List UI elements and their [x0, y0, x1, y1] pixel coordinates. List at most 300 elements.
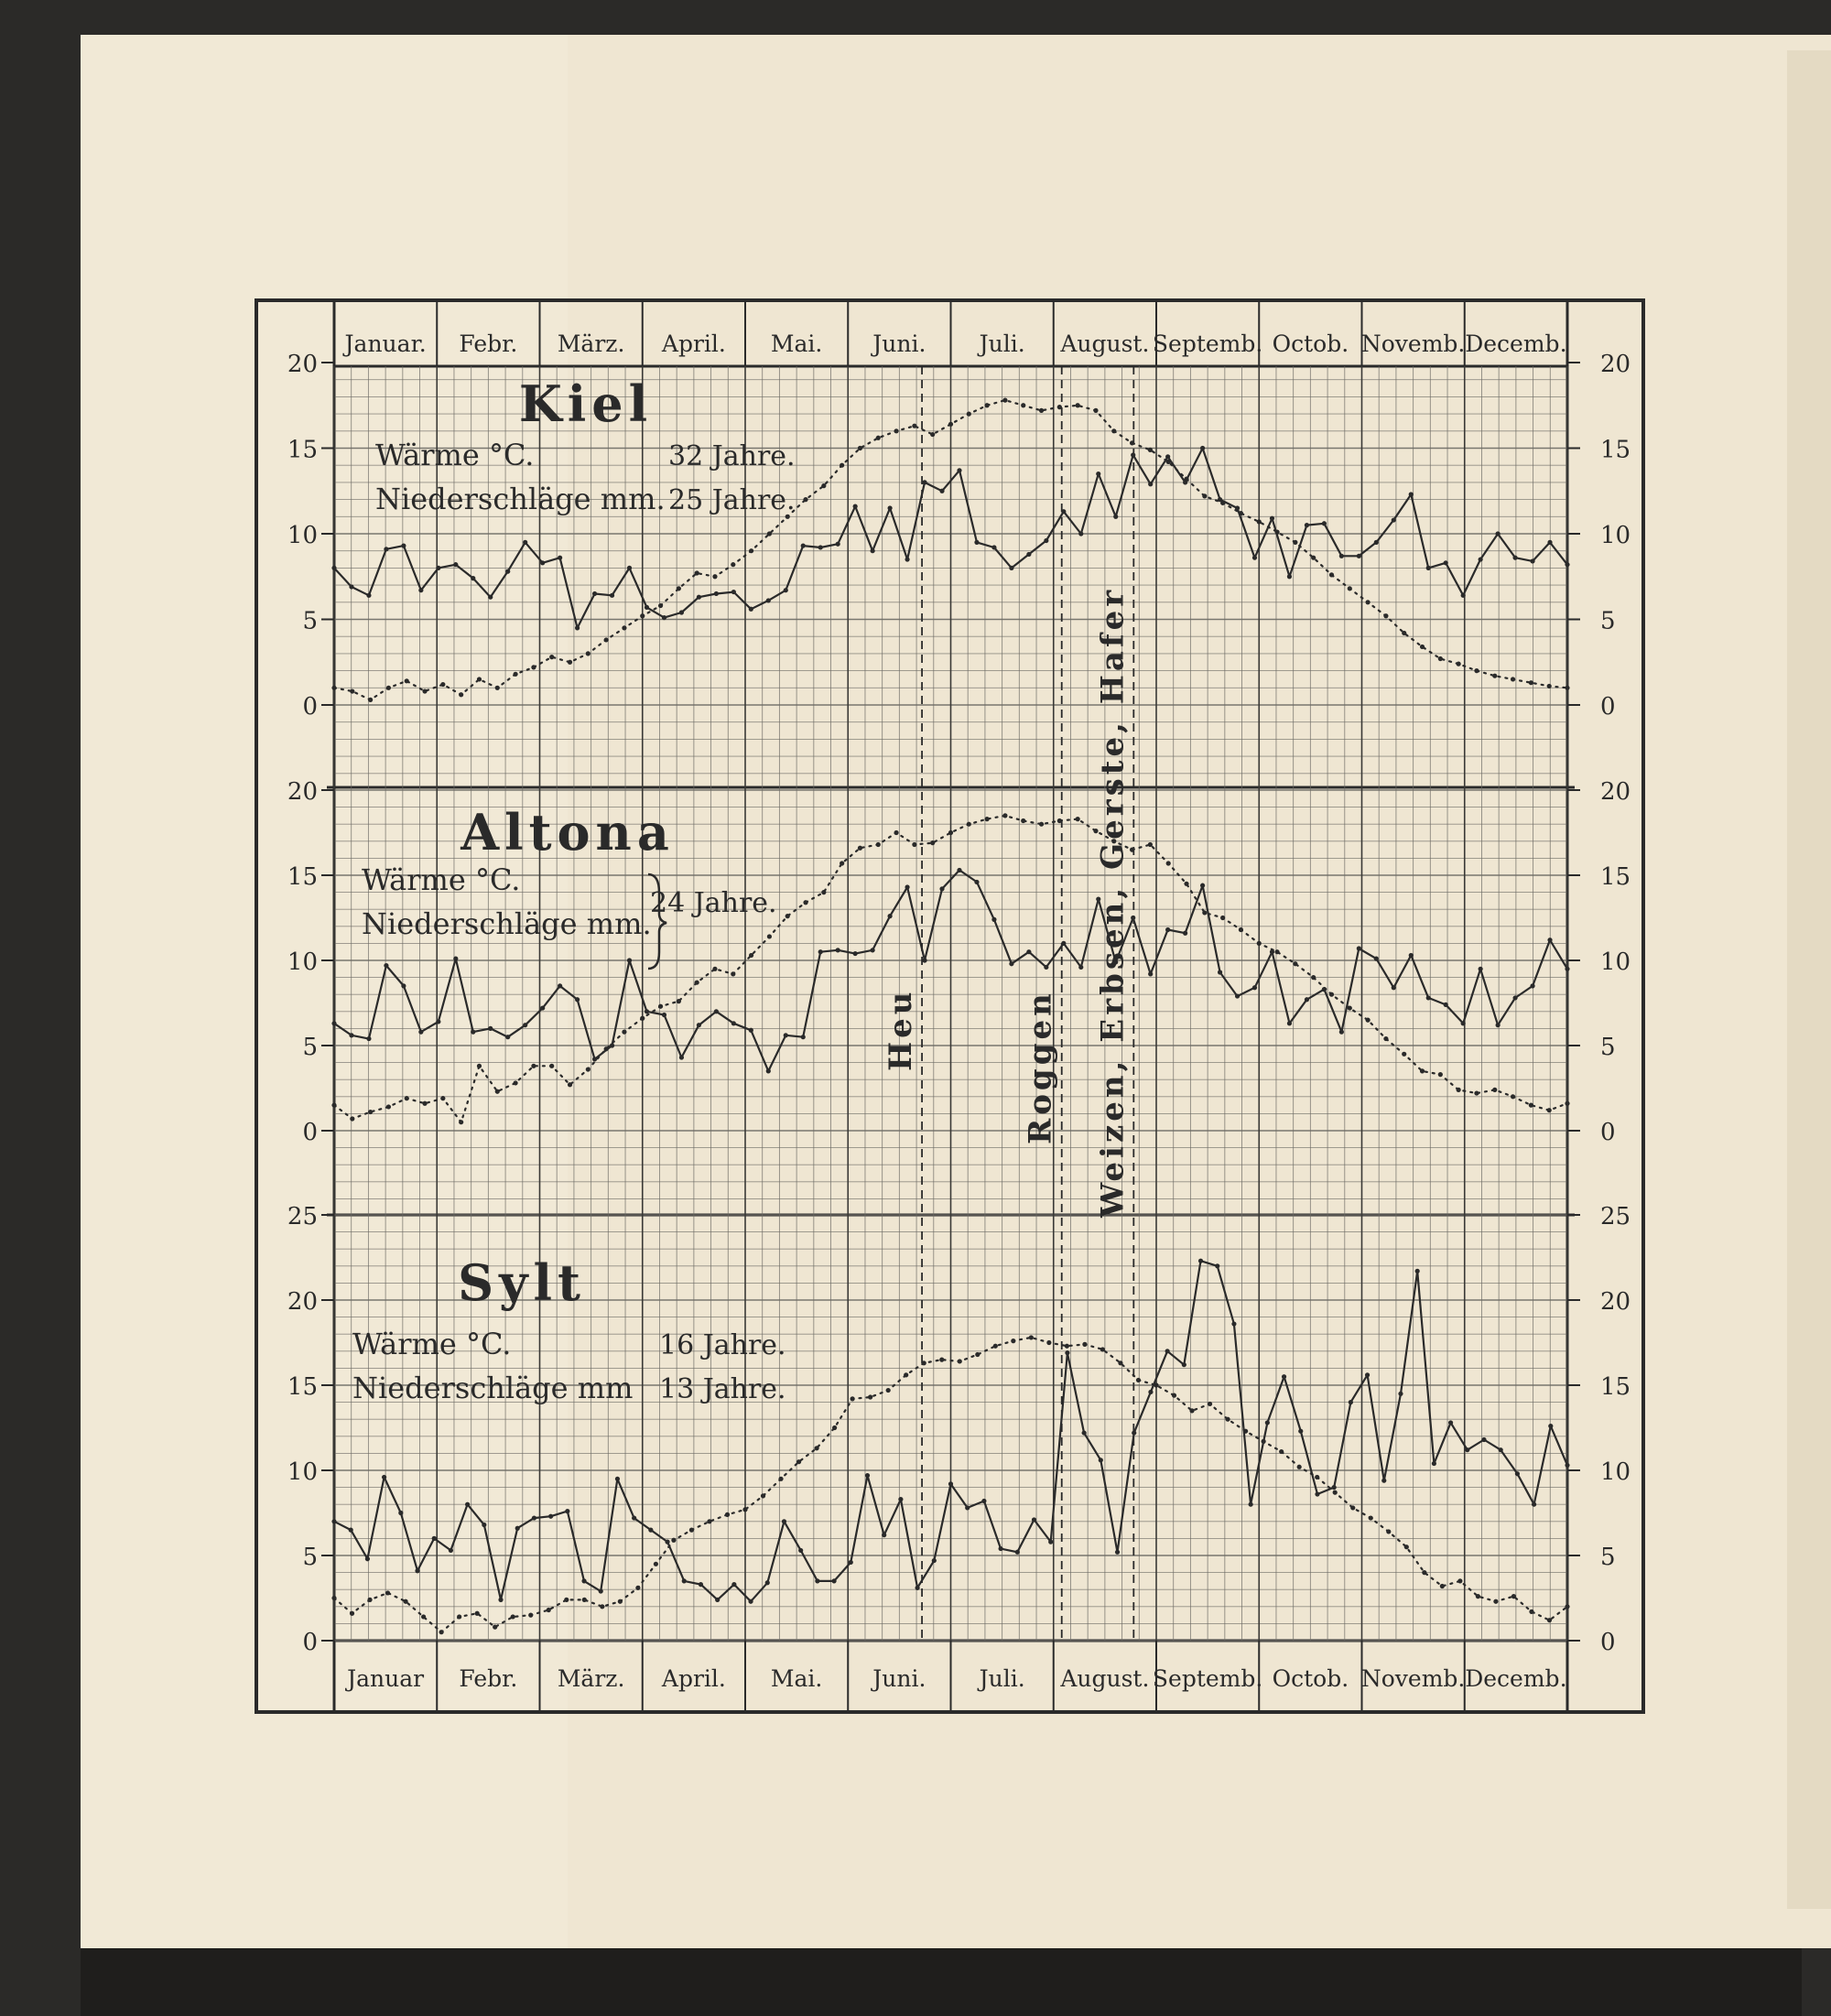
month-label-top: Novemb. — [1360, 331, 1466, 357]
tick-right-kiel: 5 — [1600, 607, 1616, 635]
precipitation-point-kiel — [1235, 505, 1240, 510]
temperature-point-sylt — [939, 1358, 944, 1362]
precipitation-point-kiel — [836, 542, 840, 547]
panel-title-kiel: Kiel — [518, 374, 654, 433]
precipitation-point-kiel — [1392, 517, 1396, 522]
precipitation-point-sylt — [498, 1598, 503, 1602]
precipitation-point-kiel — [1131, 452, 1135, 457]
temperature-point-sylt — [511, 1614, 515, 1619]
temperature-point-sylt — [1225, 1417, 1230, 1422]
temperature-point-kiel — [1130, 440, 1134, 445]
temperature-point-sylt — [1547, 1618, 1552, 1622]
precipitation-point-altona — [1530, 983, 1534, 988]
precipitation-point-altona — [1322, 987, 1327, 992]
temperature-point-sylt — [1065, 1344, 1069, 1349]
month-label-top: Febr. — [459, 331, 518, 357]
precipitation-point-sylt — [831, 1578, 836, 1583]
legend-years-temp-sylt: 16 Jahre. — [659, 1329, 786, 1361]
legend-precip-altona: Niederschläge mm. — [362, 906, 652, 941]
precipitation-point-altona — [1165, 927, 1170, 932]
precipitation-point-altona — [1061, 941, 1066, 946]
temperature-point-sylt — [814, 1446, 818, 1450]
temperature-point-sylt — [1511, 1594, 1516, 1599]
temperature-point-sylt — [832, 1425, 837, 1430]
temperature-point-altona — [731, 971, 735, 976]
month-label-bottom: August. — [1060, 1665, 1150, 1692]
temperature-point-kiel — [894, 428, 898, 433]
tick-right-altona: 20 — [1600, 778, 1631, 806]
temperature-point-sylt — [618, 1599, 623, 1604]
precipitation-point-altona — [523, 1023, 527, 1027]
month-label-bottom: April. — [661, 1665, 726, 1692]
precipitation-point-kiel — [1078, 531, 1083, 536]
precipitation-point-kiel — [575, 625, 580, 630]
temperature-point-kiel — [1457, 662, 1461, 667]
temperature-point-kiel — [440, 682, 445, 687]
precipitation-point-kiel — [922, 480, 926, 484]
tick-left-sylt: 5 — [302, 1544, 318, 1571]
temperature-point-altona — [1529, 1103, 1533, 1108]
temperature-point-kiel — [1021, 403, 1025, 407]
tick-right-altona: 0 — [1600, 1119, 1616, 1146]
temperature-point-sylt — [528, 1613, 533, 1618]
precipitation-point-altona — [974, 880, 979, 884]
temperature-point-kiel — [405, 678, 409, 683]
temperature-point-sylt — [707, 1519, 711, 1523]
precipitation-point-sylt — [482, 1523, 486, 1527]
month-label-top: März. — [557, 331, 625, 357]
temperature-point-kiel — [604, 637, 609, 642]
temperature-point-altona — [1547, 1108, 1552, 1112]
precipitation-point-altona — [749, 1028, 753, 1033]
precipitation-point-altona — [905, 884, 909, 889]
temperature-point-altona — [967, 822, 971, 827]
precipitation-point-kiel — [1287, 574, 1292, 579]
precipitation-point-altona — [991, 917, 996, 922]
precipitation-point-sylt — [1465, 1447, 1469, 1452]
temperature-point-kiel — [422, 688, 427, 693]
precipitation-point-kiel — [1183, 480, 1187, 484]
precipitation-point-sylt — [432, 1536, 437, 1541]
precipitation-point-sylt — [1415, 1269, 1420, 1274]
month-label-top: Mai. — [770, 331, 823, 357]
temperature-point-altona — [1420, 1068, 1425, 1073]
precipitation-point-sylt — [1532, 1502, 1536, 1507]
precipitation-point-altona — [592, 1057, 597, 1061]
temperature-point-sylt — [1082, 1342, 1087, 1347]
temperature-point-altona — [858, 846, 862, 851]
precipitation-point-sylt — [465, 1502, 470, 1507]
tick-left-altona: 0 — [302, 1119, 318, 1146]
precipitation-point-altona — [575, 997, 580, 1002]
precipitation-point-kiel — [349, 584, 353, 589]
precipitation-point-kiel — [1444, 560, 1448, 565]
precipitation-point-sylt — [882, 1533, 886, 1537]
temperature-point-altona — [1474, 1090, 1479, 1095]
precipitation-point-altona — [1496, 1023, 1501, 1027]
tick-left-sylt: 25 — [287, 1203, 318, 1230]
temperature-point-sylt — [850, 1396, 855, 1401]
precipitation-point-sylt — [798, 1548, 803, 1553]
precipitation-point-kiel — [401, 543, 406, 547]
temperature-point-kiel — [749, 548, 753, 553]
precipitation-point-altona — [1026, 949, 1031, 954]
temperature-point-altona — [1438, 1072, 1443, 1077]
precipitation-point-kiel — [1252, 556, 1257, 560]
tick-right-sylt: 0 — [1600, 1629, 1616, 1656]
month-label-top: Decemb. — [1465, 331, 1567, 357]
precipitation-point-kiel — [974, 540, 979, 545]
panel-title-altona: Altona — [460, 803, 675, 862]
tick-left-altona: 15 — [287, 863, 318, 891]
precipitation-point-altona — [784, 1033, 788, 1037]
temperature-point-altona — [712, 967, 717, 971]
month-label-bottom: Novemb. — [1360, 1665, 1466, 1692]
temperature-point-kiel — [658, 603, 663, 608]
precipitation-point-sylt — [849, 1560, 853, 1565]
precipitation-point-kiel — [1479, 557, 1483, 561]
temperature-point-sylt — [904, 1372, 908, 1377]
month-label-bottom: Octob. — [1272, 1665, 1349, 1692]
temperature-point-altona — [549, 1064, 554, 1068]
precipitation-point-sylt — [515, 1526, 520, 1531]
precipitation-point-altona — [1009, 961, 1013, 966]
temperature-point-sylt — [742, 1507, 747, 1512]
month-label-bottom: März. — [557, 1665, 625, 1692]
temperature-point-kiel — [459, 692, 463, 697]
precipitation-point-altona — [488, 1026, 493, 1031]
precipitation-point-sylt — [415, 1568, 419, 1573]
temperature-point-sylt — [1136, 1378, 1141, 1382]
precipitation-point-sylt — [449, 1548, 453, 1553]
precipitation-point-sylt — [331, 1519, 336, 1523]
precipitation-point-altona — [801, 1035, 806, 1039]
precipitation-point-sylt — [699, 1582, 703, 1587]
precipitation-point-altona — [331, 1021, 336, 1025]
precipitation-point-sylt — [1249, 1502, 1253, 1507]
temperature-point-altona — [1274, 949, 1279, 954]
panel-title-sylt: Sylt — [458, 1253, 586, 1312]
tick-left-altona: 5 — [302, 1034, 318, 1061]
precipitation-point-sylt — [1165, 1349, 1170, 1353]
temperature-point-sylt — [868, 1394, 872, 1399]
temperature-point-kiel — [513, 672, 517, 677]
temperature-point-sylt — [796, 1459, 801, 1464]
temperature-point-altona — [658, 1004, 663, 1009]
temperature-point-sylt — [1315, 1475, 1319, 1479]
temperature-point-sylt — [350, 1611, 354, 1616]
precipitation-point-kiel — [749, 607, 753, 612]
precipitation-point-kiel — [1496, 531, 1501, 536]
temperature-point-sylt — [385, 1590, 390, 1595]
temperature-point-kiel — [912, 424, 916, 428]
temperature-point-sylt — [1118, 1360, 1122, 1365]
precipitation-point-kiel — [1374, 540, 1379, 545]
temperature-point-kiel — [477, 677, 482, 681]
precipitation-point-kiel — [505, 569, 510, 574]
precipitation-point-altona — [1078, 965, 1083, 970]
precipitation-point-kiel — [436, 566, 440, 570]
temperature-point-kiel — [1111, 428, 1116, 433]
precipitation-point-sylt — [748, 1599, 753, 1604]
precipitation-point-kiel — [1530, 558, 1534, 563]
precipitation-point-sylt — [615, 1477, 620, 1481]
precipitation-point-altona — [957, 868, 961, 873]
temperature-point-kiel — [622, 625, 626, 630]
precipitation-point-altona — [558, 983, 562, 988]
month-label-top: April. — [661, 331, 726, 357]
precipitation-point-kiel — [384, 547, 388, 551]
temperature-point-kiel — [712, 574, 717, 579]
precipitation-point-sylt — [915, 1586, 919, 1590]
precipitation-point-sylt — [1381, 1479, 1386, 1483]
legend-years-temp-altona: 24 Jahre. — [650, 887, 777, 919]
temperature-point-kiel — [1348, 586, 1352, 591]
tick-right-altona: 15 — [1600, 863, 1631, 891]
precipitation-point-altona — [1444, 1003, 1448, 1007]
temperature-point-altona — [930, 840, 935, 845]
month-label-bottom: Febr. — [459, 1665, 518, 1692]
precipitation-point-sylt — [1282, 1374, 1286, 1379]
precipitation-point-kiel — [1339, 554, 1344, 558]
precipitation-point-kiel — [1305, 523, 1309, 527]
precipitation-point-kiel — [957, 468, 961, 472]
precipitation-point-kiel — [453, 562, 458, 567]
temperature-point-altona — [1293, 961, 1297, 966]
precipitation-point-altona — [1461, 1021, 1466, 1025]
precipitation-point-sylt — [1115, 1550, 1120, 1555]
precipitation-point-sylt — [382, 1475, 386, 1479]
temperature-point-sylt — [1333, 1490, 1338, 1495]
temperature-point-altona — [1239, 927, 1243, 932]
precipitation-point-altona — [349, 1033, 353, 1037]
precipitation-point-kiel — [784, 588, 788, 592]
precipitation-point-sylt — [682, 1578, 687, 1583]
legend-years-precip-kiel: 25 Jahre. — [668, 484, 796, 516]
precipitation-point-altona — [1512, 995, 1517, 1000]
temperature-point-kiel — [1402, 631, 1406, 635]
temperature-point-sylt — [1529, 1610, 1533, 1614]
temperature-point-altona — [531, 1064, 536, 1068]
temperature-point-sylt — [654, 1562, 658, 1566]
temperature-point-altona — [821, 890, 826, 894]
precipitation-point-kiel — [471, 576, 475, 580]
temperature-point-kiel — [586, 651, 590, 656]
temperature-point-sylt — [778, 1477, 783, 1481]
temperature-point-altona — [422, 1101, 427, 1106]
precipitation-point-sylt — [532, 1515, 536, 1520]
precipitation-point-sylt — [565, 1509, 569, 1513]
month-label-bottom: Juli. — [979, 1665, 1025, 1692]
precipitation-point-altona — [887, 914, 892, 918]
precipitation-point-kiel — [366, 593, 371, 598]
precipitation-point-sylt — [932, 1558, 937, 1563]
temperature-point-altona — [568, 1082, 572, 1087]
precipitation-point-sylt — [1148, 1390, 1153, 1394]
temperature-point-altona — [1021, 818, 1025, 823]
temperature-point-sylt — [1386, 1529, 1391, 1534]
temperature-point-altona — [840, 861, 844, 865]
precipitation-point-kiel — [1426, 566, 1431, 570]
precipitation-point-kiel — [1061, 509, 1066, 514]
precipitation-point-altona — [922, 958, 926, 962]
precipitation-point-altona — [853, 951, 858, 956]
precipitation-point-sylt — [898, 1497, 903, 1501]
precipitation-point-kiel — [1409, 492, 1414, 496]
precipitation-point-kiel — [1461, 593, 1466, 598]
tick-left-kiel: 5 — [302, 607, 318, 635]
temperature-point-kiel — [1076, 403, 1080, 407]
temperature-point-altona — [1565, 1101, 1569, 1106]
precipitation-point-sylt — [1231, 1321, 1236, 1326]
precipitation-point-altona — [871, 948, 875, 952]
precipitation-point-altona — [1409, 953, 1414, 958]
precipitation-point-sylt — [1332, 1485, 1337, 1490]
temperature-point-sylt — [547, 1608, 551, 1612]
temperature-point-altona — [749, 953, 753, 958]
precipitation-point-altona — [471, 1030, 475, 1035]
precipitation-point-altona — [1148, 971, 1153, 976]
temperature-point-sylt — [1440, 1584, 1445, 1588]
precipitation-point-altona — [766, 1068, 771, 1073]
tick-left-altona: 20 — [287, 778, 318, 806]
precipitation-point-kiel — [488, 595, 493, 600]
precipitation-point-sylt — [1182, 1362, 1186, 1367]
temperature-point-sylt — [993, 1344, 998, 1349]
precipitation-point-kiel — [1096, 471, 1100, 476]
precipitation-point-sylt — [599, 1588, 603, 1593]
temperature-point-altona — [1383, 1036, 1388, 1041]
precipitation-point-sylt — [981, 1499, 986, 1503]
precipitation-point-kiel — [645, 605, 649, 610]
precipitation-point-altona — [1374, 957, 1379, 961]
precipitation-point-sylt — [1032, 1517, 1036, 1522]
precipitation-point-sylt — [765, 1580, 770, 1585]
tick-right-sylt: 25 — [1600, 1203, 1631, 1230]
temperature-point-sylt — [1011, 1339, 1015, 1343]
temperature-point-kiel — [1511, 677, 1515, 681]
temperature-point-altona — [386, 1104, 391, 1109]
precipitation-point-sylt — [1349, 1400, 1353, 1404]
temperature-point-altona — [1511, 1094, 1515, 1099]
temperature-point-altona — [985, 817, 990, 821]
temperature-point-altona — [1257, 941, 1262, 946]
legend-years-precip-sylt: 13 Jahre. — [659, 1373, 786, 1405]
temperature-point-altona — [1057, 818, 1062, 823]
precipitation-point-sylt — [1548, 1424, 1553, 1428]
precipitation-point-sylt — [815, 1578, 819, 1583]
tick-right-kiel: 0 — [1600, 693, 1616, 721]
precipitation-point-kiel — [1044, 538, 1048, 543]
precipitation-point-kiel — [662, 615, 666, 620]
legend-years-temp-kiel: 32 Jahre. — [668, 440, 796, 472]
tick-right-altona: 10 — [1600, 948, 1631, 976]
precipitation-point-altona — [401, 983, 406, 988]
temperature-point-sylt — [475, 1611, 480, 1616]
temperature-point-kiel — [803, 497, 807, 502]
precipitation-point-altona — [697, 1023, 701, 1027]
precipitation-point-kiel — [1200, 446, 1205, 450]
precipitation-point-altona — [939, 886, 944, 891]
precipitation-point-kiel — [1512, 556, 1517, 560]
temperature-point-altona — [767, 934, 772, 938]
month-label-top: Januar. — [344, 331, 427, 357]
tick-right-kiel: 10 — [1600, 522, 1631, 549]
temperature-point-altona — [876, 842, 881, 847]
precipitation-point-kiel — [1113, 515, 1118, 519]
precipitation-point-sylt — [581, 1578, 586, 1583]
temperature-point-sylt — [1457, 1578, 1462, 1583]
temperature-point-kiel — [1547, 684, 1552, 688]
precipitation-point-kiel — [610, 593, 614, 598]
precipitation-point-altona — [1183, 931, 1187, 936]
temperature-point-altona — [1492, 1088, 1497, 1092]
temperature-point-kiel — [821, 483, 826, 488]
temperature-point-sylt — [725, 1512, 730, 1517]
temperature-point-altona — [350, 1116, 354, 1121]
precipitation-point-kiel — [1148, 482, 1153, 486]
temperature-point-altona — [368, 1110, 373, 1114]
precipitation-point-sylt — [1198, 1259, 1203, 1263]
temperature-point-kiel — [1366, 600, 1371, 604]
temperature-point-altona — [1348, 1005, 1352, 1010]
tick-right-altona: 5 — [1600, 1034, 1616, 1061]
temperature-point-kiel — [1057, 405, 1062, 409]
precipitation-point-sylt — [548, 1514, 553, 1519]
precipitation-point-kiel — [991, 545, 996, 549]
precipitation-point-kiel — [1565, 562, 1569, 567]
precipitation-point-sylt — [1015, 1550, 1020, 1555]
precipitation-point-sylt — [731, 1582, 736, 1587]
precipitation-point-altona — [1252, 985, 1257, 990]
temperature-point-kiel — [1529, 680, 1533, 685]
tick-right-kiel: 20 — [1600, 351, 1631, 378]
precipitation-point-altona — [1305, 997, 1309, 1002]
temperature-point-sylt — [1476, 1594, 1480, 1599]
temperature-point-sylt — [1350, 1505, 1355, 1510]
month-label-bottom: Januar — [347, 1665, 425, 1692]
precipitation-point-altona — [1287, 1021, 1292, 1025]
temperature-point-kiel — [531, 665, 536, 669]
temperature-point-sylt — [1100, 1347, 1105, 1351]
temperature-point-kiel — [495, 686, 500, 690]
temperature-point-kiel — [1474, 668, 1479, 673]
month-label-top: Juli. — [979, 331, 1025, 357]
temperature-point-sylt — [635, 1586, 640, 1590]
precipitation-point-kiel — [540, 560, 545, 565]
precipitation-point-sylt — [965, 1505, 970, 1510]
temperature-point-altona — [1329, 992, 1334, 997]
precipitation-point-altona — [453, 957, 458, 961]
temperature-point-sylt — [958, 1359, 962, 1363]
precipitation-point-sylt — [1499, 1447, 1503, 1452]
precipitation-point-kiel — [1322, 521, 1327, 526]
precipitation-point-kiel — [1165, 454, 1170, 459]
precipitation-point-sylt — [1398, 1392, 1403, 1396]
precipitation-point-altona — [540, 1005, 545, 1010]
precipitation-point-altona — [610, 1043, 614, 1047]
month-label-top: August. — [1060, 331, 1150, 357]
temperature-point-altona — [677, 999, 681, 1003]
precipitation-point-sylt — [1265, 1420, 1270, 1425]
month-label-bottom: Septemb. — [1152, 1665, 1263, 1692]
temperature-point-altona — [1311, 975, 1316, 980]
temperature-point-altona — [785, 914, 790, 918]
temperature-point-kiel — [1093, 408, 1098, 413]
precipitation-point-sylt — [865, 1473, 870, 1478]
temperature-point-kiel — [967, 412, 971, 417]
precipitation-point-sylt — [1448, 1420, 1453, 1425]
